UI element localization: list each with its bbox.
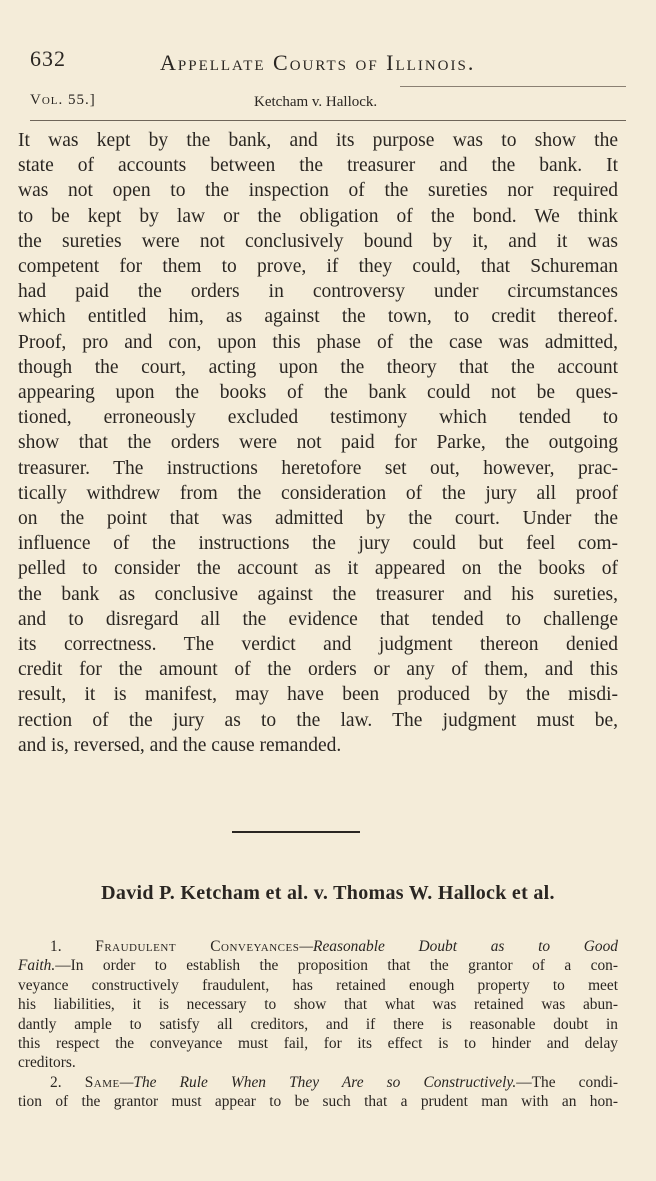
volume-label: Vol. 55.]: [30, 92, 96, 108]
sub-head: [30, 90, 626, 118]
headnote-line: tion of the grantor must appear to be such that a prudent man with an hon-: [18, 1093, 618, 1111]
text-line: influence of the instructions the jury could but feel com-: [18, 533, 618, 555]
text-line: treasurer. The instructions heretofore set out, however, prac-: [18, 457, 618, 479]
headnote-line: veyance constructively fraudulent, has retained enough property to meet: [18, 976, 618, 994]
opinion-text: [18, 128, 618, 758]
running-head: [30, 46, 626, 82]
header-rule-short: [400, 86, 626, 87]
text-line: appearing upon the books of the bank could not be ques-: [18, 382, 618, 404]
headnote-line: dantly ample to satisfy all creditors, and if there is reasonable doubt in: [18, 1015, 618, 1033]
text-line: was not open to the inspection of the sureties nor required: [18, 180, 618, 202]
text-line: rection of the jury as to the law. The judgment must be,: [18, 709, 618, 731]
text-line: Proof, pro and con, upon this phase of the case was admitted,: [18, 331, 618, 353]
case-title: David P. Ketcham et al. v. Thomas W. Hallock et al.: [101, 882, 555, 904]
headnotes: [18, 937, 618, 1112]
headnote-line: creditors.: [18, 1054, 76, 1072]
text-line: on the point that was admitted by the court. Under the: [18, 508, 618, 530]
text-line: result, it is manifest, may have been produced by the misdi-: [18, 684, 618, 706]
page-number: 632: [30, 46, 66, 71]
text-line: competent for them to prove, if they could, that Schureman: [18, 256, 618, 278]
text-line: tically withdrew from the consideration of the jury all proof: [18, 482, 618, 504]
text-line: credit for the amount of the orders or any of them, and this: [18, 659, 618, 681]
text-line: and to disregard all the evidence that tended to challenge: [18, 608, 618, 630]
headnote-text: —The condi-: [516, 1073, 618, 1091]
text-line: state of accounts between the treasurer and the bank. It: [18, 155, 618, 177]
text-line: the bank as conclusive against the treasurer and his sureties,: [18, 583, 618, 605]
journal-title: Appellate Courts of Illinois.: [160, 50, 476, 75]
headnote-subtopic: —The Rule When They Are so Constructively.: [119, 1073, 517, 1091]
headnote-line: this respect the conveyance must fail, for its effect is to hinder and delay: [18, 1035, 618, 1053]
headnote-1-second-line: [18, 956, 618, 975]
text-line: show that the orders were not paid for Parke, the outgoing: [18, 432, 618, 454]
text-line: and is, reversed, and the cause remanded.: [18, 734, 342, 756]
headnote-number: 1.: [50, 938, 62, 955]
section-divider: [232, 831, 360, 833]
text-line: though the court, acting upon the theory that the account: [18, 356, 618, 378]
text-line: It was kept by the bank, and its purpose was to show the: [18, 130, 618, 151]
headnote-1-first-line: [18, 937, 618, 956]
headnote-topic: Fraudulent Conveyances: [95, 938, 300, 955]
headnote-2-first-line: [18, 1073, 618, 1092]
text-line: pelled to consider the account as it appeared on the books of: [18, 558, 618, 580]
headnote-number: 2.: [50, 1073, 62, 1091]
text-line: tioned, erroneously excluded testimony which tended to: [18, 407, 618, 429]
header-rule: [30, 120, 626, 121]
text-line: the sureties were not conclusively bound by it, and it was: [18, 230, 618, 252]
text-line: had paid the orders in controversy under circumstances: [18, 281, 618, 303]
headnote-topic: Same: [84, 1073, 120, 1091]
text-line: its correctness. The verdict and judgment thereon denied: [18, 634, 618, 656]
headnote-subtopic: —Reasonable Doubt as to Good: [299, 938, 619, 955]
case-short-title: Ketcham v. Hallock.: [254, 94, 378, 110]
headnote-subtopic-cont: Faith.: [18, 957, 56, 975]
headnote-line: his liabilities, it is necessary to show that what was retained was abun-: [18, 996, 618, 1014]
text-line: to be kept by law or the obligation of the bond. We think: [18, 205, 618, 227]
headnote-text: —In order to establish the proposition that the grantor of a con-: [55, 957, 618, 975]
text-line: which entitled him, as against the town, to credit thereof.: [18, 306, 618, 328]
